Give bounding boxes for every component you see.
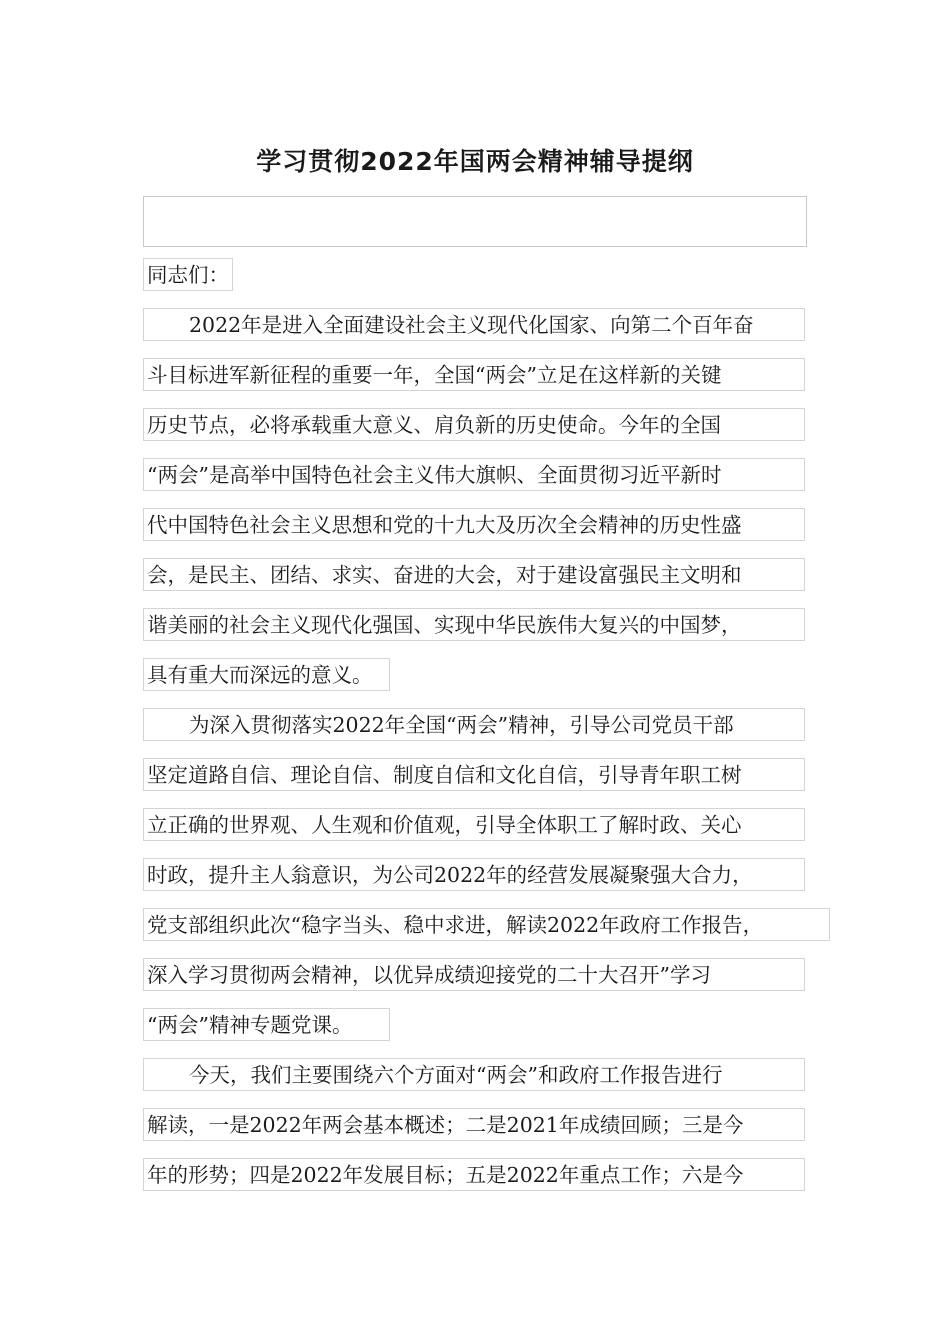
paragraph-line: 会，是民主、团结、求实、奋进的大会，对于建设富强民主文明和 [143, 558, 805, 591]
paragraph-line: 斗目标进军新征程的重要一年，全国“两会”立足在这样新的关键 [143, 358, 805, 391]
document-title: 学习贯彻2022年国两会精神辅导提纲 [256, 147, 694, 176]
salutation: 同志们： [143, 258, 233, 291]
paragraph-line: 2022年是进入全面建设社会主义现代化国家、向第二个百年奋 [143, 308, 805, 341]
paragraph-line: 今天，我们主要围绕六个方面对“两会”和政府工作报告进行 [143, 1058, 805, 1091]
paragraph-line: 代中国特色社会主义思想和党的十九大及历次全会精神的历史性盛 [143, 508, 805, 541]
paragraph-line: 年的形势；四是2022年发展目标；五是2022年重点工作；六是今 [143, 1158, 805, 1191]
paragraph-line: 具有重大而深远的意义。 [143, 658, 390, 691]
paragraph-line: 深入学习贯彻两会精神，以优异成绩迎接党的二十大召开”学习 [143, 958, 805, 991]
paragraph-line: 时政，提升主人翁意识，为公司2022年的经营发展凝聚强大合力， [143, 858, 805, 891]
paragraph-line: 坚定道路自信、理论自信、制度自信和文化自信，引导青年职工树 [143, 758, 805, 791]
paragraph-line: 立正确的世界观、人生观和价值观，引导全体职工了解时政、关心 [143, 808, 805, 841]
paragraph-line: 历史节点，必将承载重大意义、肩负新的历史使命。今年的全国 [143, 408, 805, 441]
paragraph-line: “两会”精神专题党课。 [143, 1008, 390, 1041]
paragraph-line: “两会”是高举中国特色社会主义伟大旗帜、全面贯彻习近平新时 [143, 458, 805, 491]
blank-text-box [143, 196, 807, 247]
paragraph-line: 党支部组织此次“稳字当头、稳中求进，解读2022年政府工作报告， [143, 908, 830, 941]
paragraph-line: 为深入贯彻落实2022年全国“两会”精神，引导公司党员干部 [143, 708, 805, 741]
paragraph-line: 解读，一是2022年两会基本概述；二是2021年成绩回顾；三是今 [143, 1108, 805, 1141]
paragraph-line: 谐美丽的社会主义现代化强国、实现中华民族伟大复兴的中国梦， [143, 608, 805, 641]
